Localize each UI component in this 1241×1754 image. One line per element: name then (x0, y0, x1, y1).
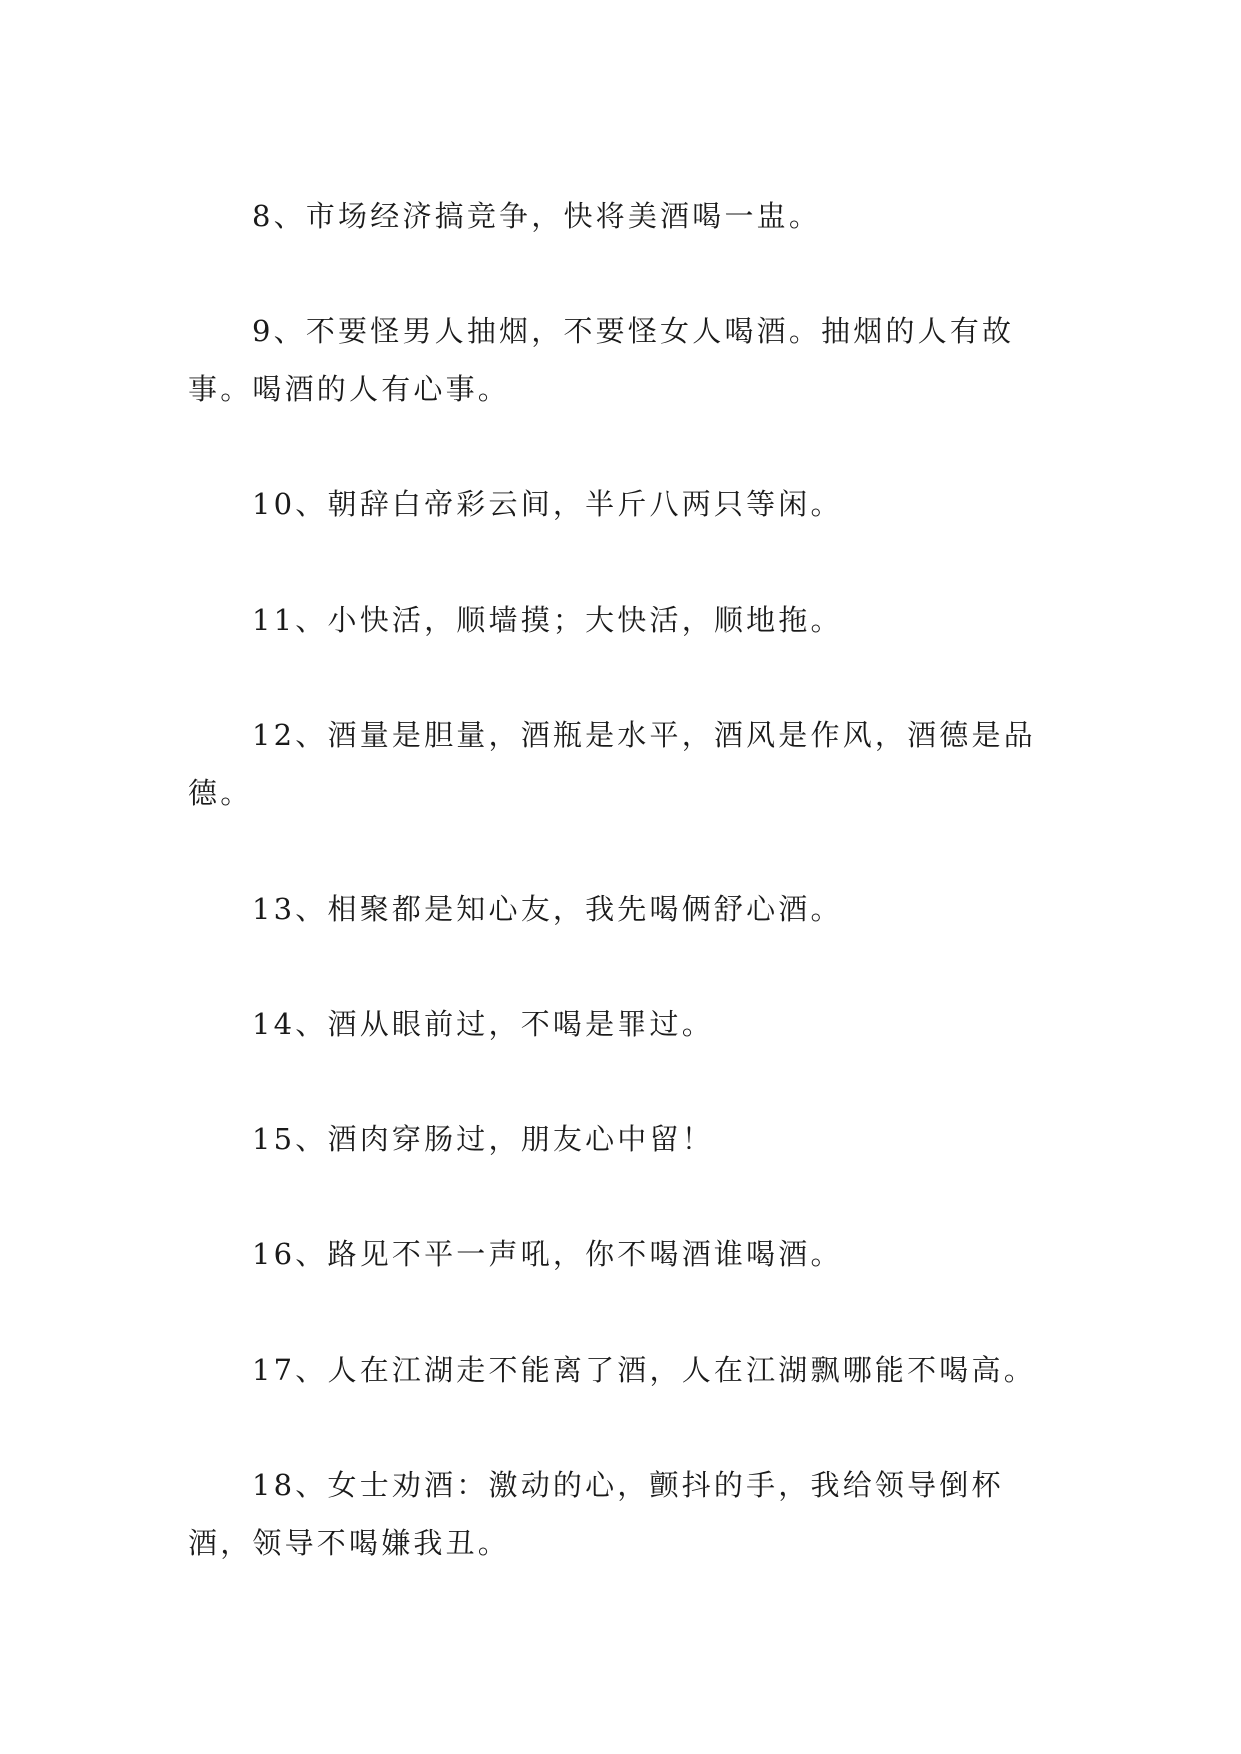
paragraph-item-16: 16、路见不平一声吼，你不喝酒谁喝酒。 (252, 1237, 843, 1271)
paragraph-item-9: 9、不要怪男人抽烟，不要怪女人喝酒。抽烟的人有故事。喝酒的人有心事。 (188, 314, 1015, 406)
paragraph-item-12: 12、酒量是胆量，酒瓶是水平，酒风是作风，酒德是品德。 (188, 718, 1036, 810)
paragraph-item-18: 18、女士劝酒：激动的心，颤抖的手，我给领导倒杯酒，领导不喝嫌我丑。 (188, 1468, 1004, 1560)
paragraph-item-17: 17、人在江湖走不能离了酒，人在江湖飘哪能不喝高。 (252, 1353, 1036, 1387)
paragraph-item-14: 14、酒从眼前过，不喝是罪过。 (252, 1007, 714, 1041)
paragraph-item-11: 11、小快活，顺墙摸；大快活，顺地拖。 (252, 603, 843, 637)
paragraph-item-15: 15、酒肉穿肠过，朋友心中留！ (252, 1122, 714, 1156)
paragraph-item-8: 8、市场经济搞竞争，快将美酒喝一盅。 (252, 199, 822, 233)
paragraph-item-10: 10、朝辞白帝彩云间，半斤八两只等闲。 (252, 487, 843, 521)
paragraph-item-13: 13、相聚都是知心友，我先喝俩舒心酒。 (252, 892, 843, 926)
